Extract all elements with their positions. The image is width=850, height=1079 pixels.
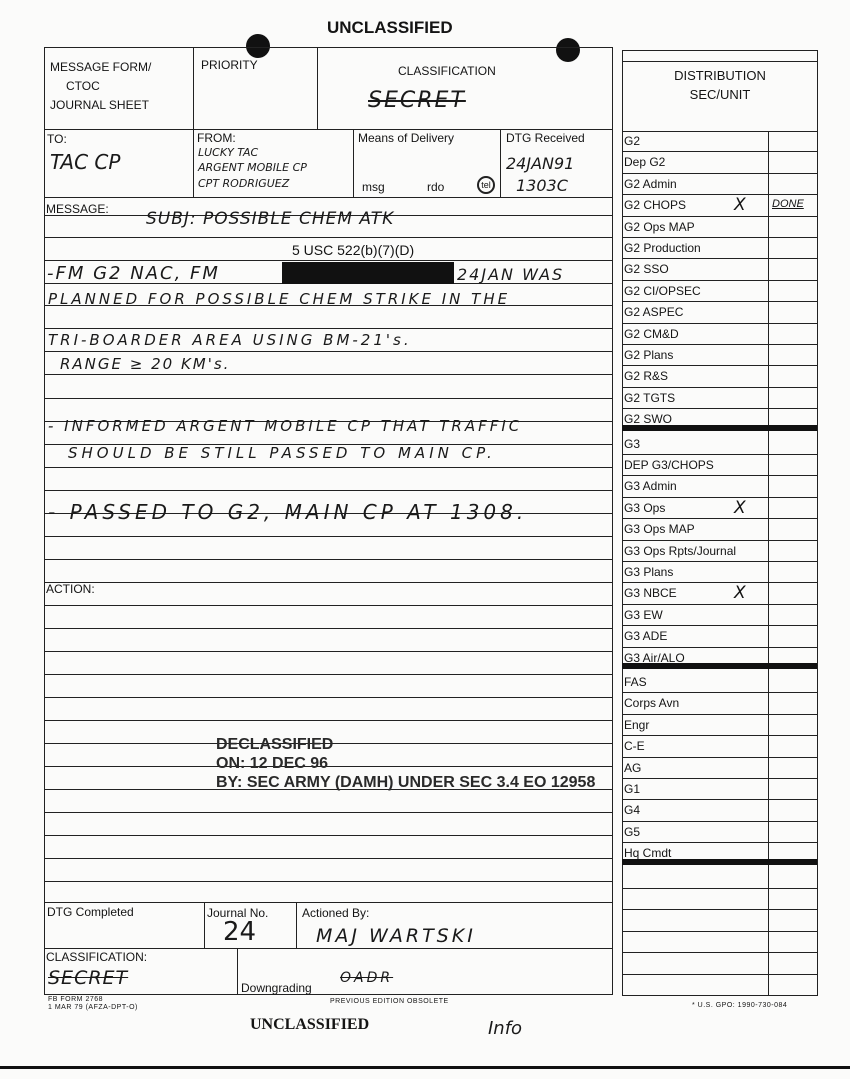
message-line: RANGE ≥ 20 KM's.	[60, 355, 231, 373]
distribution-row	[622, 174, 817, 195]
priority-label: PRIORITY	[201, 58, 258, 72]
distribution-row-name: Hq Cmdt	[624, 846, 672, 861]
distribution-row-name: G3 Ops Rpts/Journal	[624, 543, 737, 558]
message-line: - INFORMED ARGENT MOBILE CP THAT TRAFFIC	[48, 417, 523, 435]
distribution-row-name: G2 R&S	[624, 369, 669, 384]
classification-value: SECRET	[368, 88, 466, 113]
message-line: 24JAN WAS	[457, 265, 565, 284]
distribution-row	[622, 758, 817, 779]
distribution-row-name: G2 SWO	[624, 412, 673, 427]
top-classification: UNCLASSIFIED	[327, 18, 453, 37]
distribution-row-name: G3 NBCE	[624, 586, 677, 601]
distribution-row-name: G2 TGTS	[624, 390, 676, 405]
distribution-row	[622, 736, 817, 757]
distribution-row-name: G2	[624, 134, 641, 148]
distribution-row-name: Dep G2	[624, 155, 666, 170]
footer-previous-edition: PREVIOUS EDITION OBSOLETE	[330, 998, 449, 1005]
redaction-block	[282, 262, 454, 284]
distribution-row-name: G2 Admin	[624, 176, 677, 191]
classification-bottom-label: CLASSIFICATION:	[46, 950, 148, 964]
distribution-row-name: Corps Avn	[624, 696, 680, 711]
distribution-row	[622, 800, 817, 821]
distribution-row	[622, 672, 817, 693]
distribution-row	[622, 324, 817, 345]
distribution-row	[622, 541, 817, 562]
from-label: FROM:	[197, 131, 236, 145]
distribution-row-name: G3 EW	[624, 607, 663, 622]
distribution-row	[622, 932, 817, 953]
actioned-by-label: Actioned By:	[302, 906, 370, 920]
distribution-row-note: DONE	[772, 198, 804, 211]
distribution-row-name: G2 ASPEC	[624, 305, 684, 320]
distribution-row-name: G3 ADE	[624, 629, 668, 644]
distribution-row	[622, 910, 817, 931]
message-subject: SUBJ: POSSIBLE CHEM ATK	[146, 209, 395, 229]
distribution-row	[622, 583, 817, 604]
classification-label: CLASSIFICATION	[398, 64, 496, 78]
distribution-row	[622, 259, 817, 280]
downgrading-value: OADR	[340, 970, 394, 986]
punch-hole	[246, 34, 270, 58]
distribution-row-mark: X	[734, 583, 746, 604]
message-label: MESSAGE:	[46, 202, 109, 216]
journal-no-label: Journal No.	[207, 906, 269, 920]
distribution-row	[622, 889, 817, 910]
from-line: ARGENT MOBILE CP	[198, 161, 307, 174]
distribution-row	[622, 779, 817, 800]
bottom-edge-line	[0, 1066, 850, 1069]
from-line: LUCKY TAC	[198, 146, 259, 159]
footer-gpo: * U.S. GPO: 1990-730-084	[692, 1002, 788, 1009]
distribution-row	[622, 131, 817, 152]
actioned-by-value: MAJ WARTSKI	[316, 925, 476, 947]
distribution-row	[622, 152, 817, 173]
distribution-row	[622, 519, 817, 540]
distribution-row	[622, 195, 817, 216]
dtg-value-time: 1303C	[516, 176, 568, 195]
distribution-row-name: G1	[624, 782, 641, 796]
distribution-row-name: G3 Ops MAP	[624, 522, 695, 537]
distribution-row-name: FAS	[624, 675, 647, 689]
dtg-completed-label: DTG Completed	[47, 905, 134, 919]
message-line: -FM G2 NAC, FM	[47, 263, 220, 284]
distribution-row	[622, 345, 817, 366]
delivery-label: Means of Delivery	[358, 131, 455, 145]
distribution-row	[622, 476, 817, 497]
distribution-row-name: G2 SSO	[624, 262, 669, 277]
distribution-row	[622, 693, 817, 714]
message-line: TRI-BOARDER AREA USING BM-21's.	[48, 331, 412, 349]
distribution-row-name: C-E	[624, 739, 645, 754]
distribution-row	[622, 302, 817, 323]
distribution-row-name: DEP G3/CHOPS	[624, 458, 714, 472]
distribution-row	[622, 366, 817, 387]
distribution-row-name: AG	[624, 760, 642, 775]
distribution-row	[622, 455, 817, 476]
distribution-row	[622, 843, 817, 864]
delivery-opt-tel: tel	[477, 176, 495, 194]
distribution-row-name: G2 CM&D	[624, 326, 679, 341]
distribution-row	[622, 953, 817, 974]
distribution-row	[622, 605, 817, 626]
punch-hole	[556, 38, 580, 62]
distribution-row-name: G2 Ops MAP	[624, 219, 695, 234]
distribution-row-name: G2 CI/OPSEC	[624, 283, 701, 298]
message-line: - PASSED TO G2, MAIN CP AT 1308.	[48, 500, 528, 524]
distribution-row-name: G3	[624, 436, 641, 451]
classification-bottom-value: SECRET	[48, 967, 129, 989]
distribution-row-name: G5	[624, 824, 641, 839]
redaction-note: 5 USC 522(b)(7)(D)	[292, 242, 415, 258]
distribution-row-name: G3 Ops	[624, 500, 666, 515]
distribution-row	[622, 715, 817, 736]
distribution-row-name: G3 Air/ALO	[624, 650, 685, 665]
message-line: PLANNED FOR POSSIBLE CHEM STRIKE IN THE	[48, 290, 511, 308]
distribution-row-mark: X	[734, 497, 746, 518]
from-line: CPT RODRIGUEZ	[198, 177, 290, 190]
footer-form-number: FB FORM 2768 1 MAR 79 (AFZA-DPT-O)	[48, 996, 138, 1011]
distribution-row	[622, 217, 817, 238]
bottom-classification: UNCLASSIFIED	[250, 1016, 370, 1033]
to-value: TAC CP	[50, 150, 121, 174]
distribution-row-name: G4	[624, 803, 641, 818]
distribution-row	[622, 498, 817, 519]
distribution-row	[622, 868, 817, 889]
delivery-opt-msg: msg	[362, 180, 385, 194]
bottom-initials: Info	[488, 1018, 523, 1039]
distribution-row	[622, 409, 817, 430]
distribution-row-name: G3 Plans	[624, 565, 674, 579]
distribution-row-mark: X	[734, 195, 746, 216]
distribution-row-name: G2 Plans	[624, 348, 674, 362]
distribution-row-name: G2 Production	[624, 241, 701, 255]
dtg-value-date: 24JAN91	[506, 154, 575, 173]
to-label: TO:	[47, 132, 67, 146]
distribution-row	[622, 434, 817, 455]
distribution-row	[622, 822, 817, 843]
action-label: ACTION:	[46, 582, 95, 596]
distribution-row	[622, 238, 817, 259]
distribution-row	[622, 281, 817, 302]
delivery-opt-rdo: rdo	[427, 180, 445, 194]
distribution-row-name: G2 CHOPS	[624, 198, 687, 213]
distribution-row	[622, 626, 817, 647]
journal-no-value: 24	[223, 917, 257, 947]
distribution-row	[622, 648, 817, 669]
distribution-row	[622, 975, 817, 996]
dtg-label: DTG Received	[506, 131, 585, 145]
distribution-row	[622, 388, 817, 409]
downgrading-label: Downgrading	[241, 981, 312, 995]
distribution-row-name: Engr	[624, 717, 650, 732]
form-title: MESSAGE FORM/ CTOC JOURNAL SHEET	[50, 60, 152, 112]
message-line: SHOULD BE STILL PASSED TO MAIN CP.	[68, 444, 496, 462]
distribution-row	[622, 562, 817, 583]
distribution-title: DISTRIBUTION SEC/UNIT	[674, 68, 766, 102]
distribution-row-name: G3 Admin	[624, 479, 677, 494]
declassified-stamp: DECLASSIFIED ON: 12 DEC 96 BY: SEC ARMY (DAMH) UNDER SEC 3.4 EO 12958	[216, 736, 596, 791]
